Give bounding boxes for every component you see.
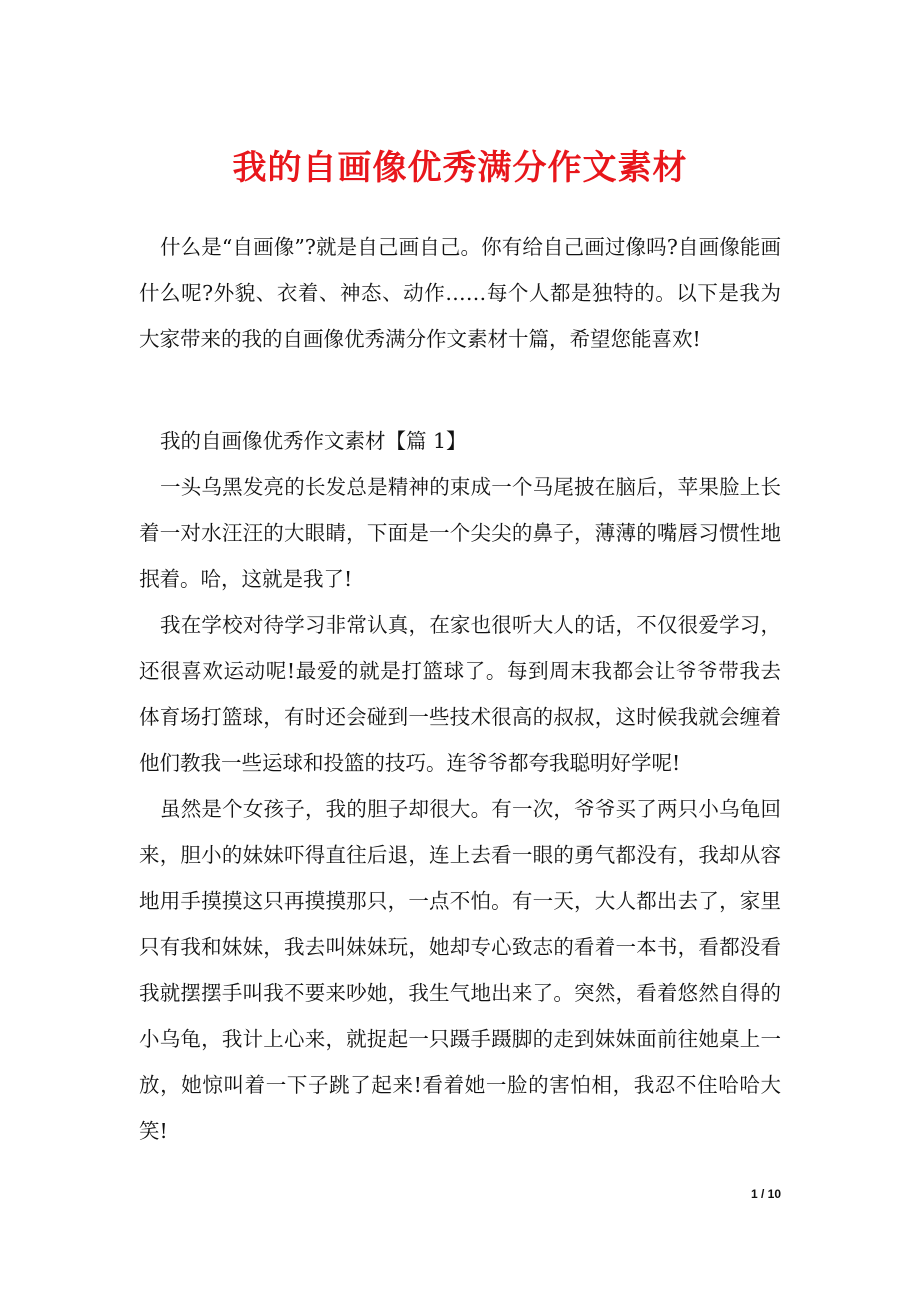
document-title: 我的自画像优秀满分作文素材 bbox=[232, 148, 688, 188]
section-heading-1: 我的自画像优秀作文素材【篇 1】 bbox=[160, 429, 467, 453]
paragraph-3: 虽然是个女孩子，我的胆子却很大。有一次，爷爷买了两只小乌龟回来，胆小的妹妹吓得直往后退，连上去看一眼的勇气都没有，我却从容地用手摸摸这只再摸摸那只，一点不怕。有一天，大人都出去了，家里只有我和妹妹，我去叫妹妹玩，她却专心致志的看着一本书，看都没看我就摆摆手叫我不要来吵她，我生气地出来了。突然，看着悠然自得的小乌龟，我计上心来，就捉起一只蹑手蹑脚的走到妹妹面前往她桌上一放，她惊叫着一下子跳了起来!看着她一脸的害怕相，我忍不住哈哈大笑! bbox=[139, 797, 781, 1143]
intro-paragraph: 什么是“自画像”?就是自己画自己。你有给自己画过像吗?自画像能画什么呢?外貌、衣着、神态、动作……每个人都是独特的。以下是我为大家带来的我的自画像优秀满分作文素材十篇，希望您能喜欢! bbox=[139, 235, 781, 351]
paragraph-1: 一头乌黑发亮的长发总是精神的束成一个马尾披在脑后，苹果脸上长着一对水汪汪的大眼睛，下面是一个尖尖的鼻子，薄薄的嘴唇习惯性地抿着。哈，这就是我了! bbox=[139, 475, 781, 591]
page-number: 1 / 10 bbox=[750, 1187, 781, 1201]
paragraph-2: 我在学校对待学习非常认真，在家也很听大人的话，不仅很爱学习，还很喜欢运动呢!最爱的就是打篮球了。每到周末我都会让爷爷带我去体育场打篮球，有时还会碰到一些技术很高的叔叔，这时候我就会缠着他们教我一些运球和投篮的技巧。连爷爷都夸我聪明好学呢! bbox=[139, 613, 781, 775]
